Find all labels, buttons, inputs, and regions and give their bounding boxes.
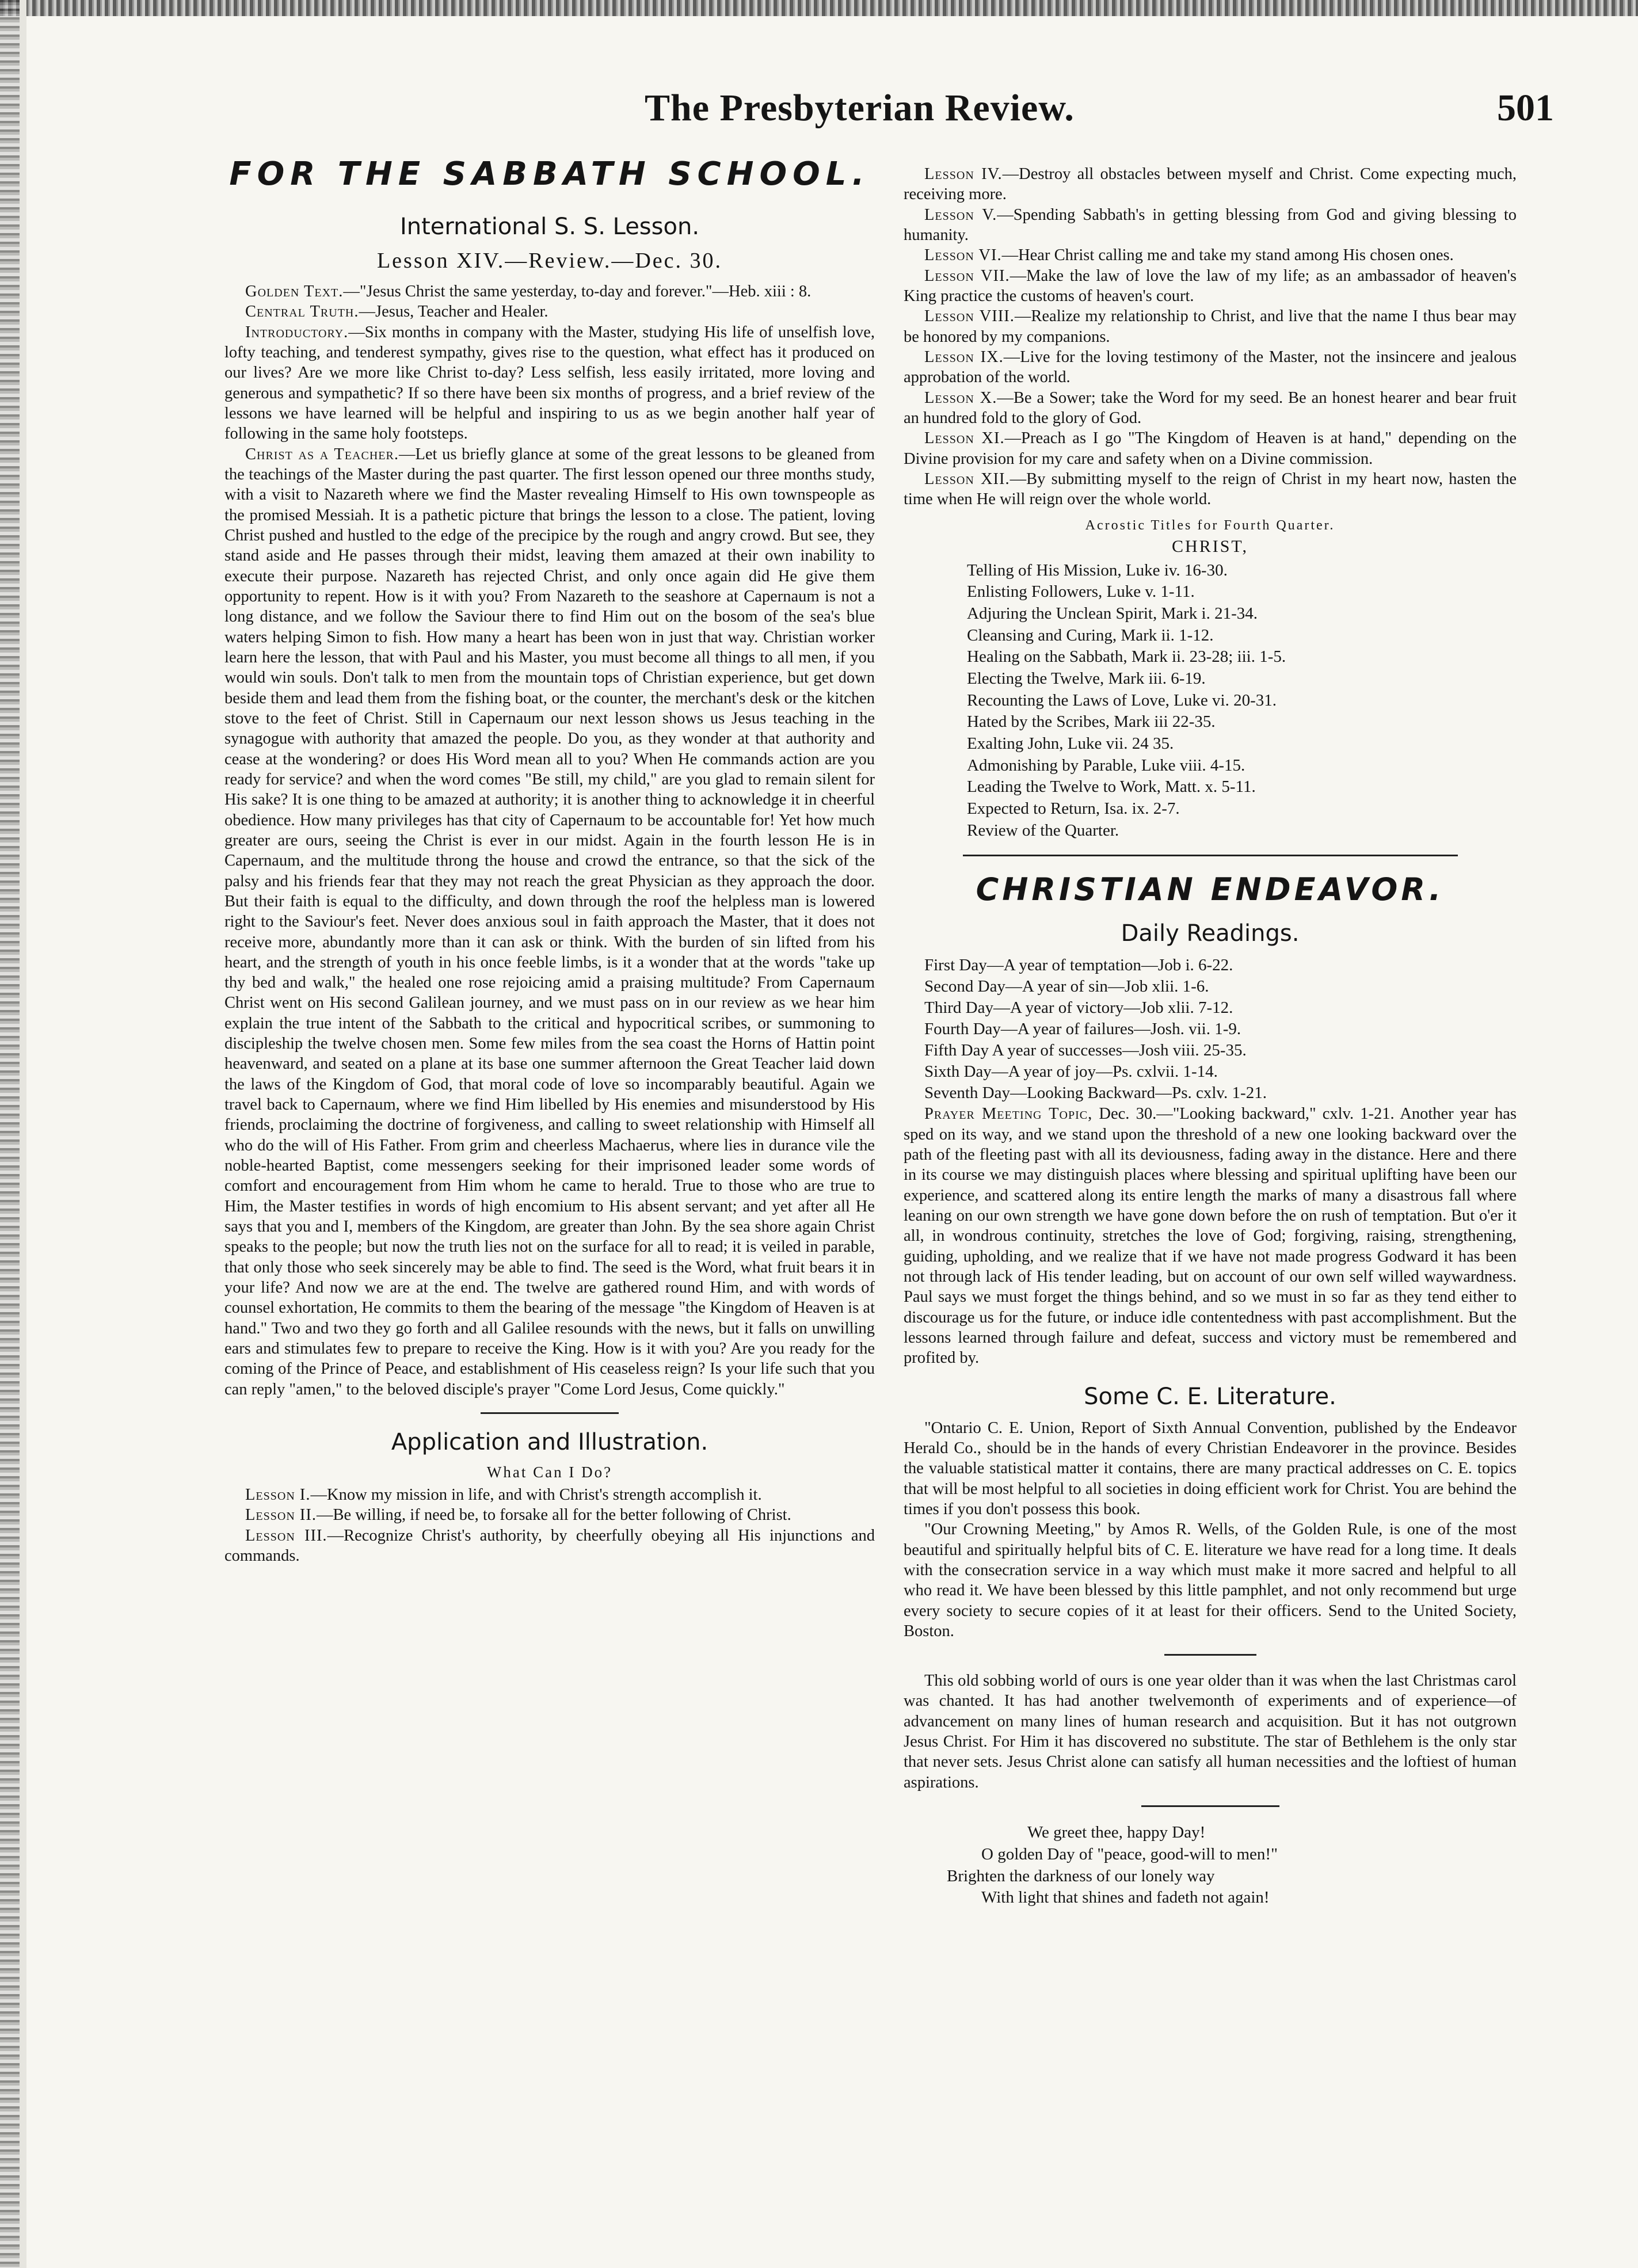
- central-truth: [224, 302, 875, 322]
- list-item: Leading the Twelve to Work, Matt. x. 5-11.: [967, 777, 1256, 796]
- divider: [1141, 1805, 1279, 1807]
- list-item: Cleansing and Curing, Mark ii. 1-12.: [967, 626, 1214, 645]
- publication-title: The Presbyterian Review.: [645, 87, 1075, 129]
- lesson-label: Lesson IV.: [924, 165, 1003, 183]
- lesson-item: [904, 266, 1517, 307]
- lesson-item: [904, 306, 1517, 347]
- literature-heading: Some C. E. Literature.: [1084, 1383, 1336, 1410]
- lesson-item: [224, 1505, 875, 1525]
- list-item: Review of the Quarter.: [967, 821, 1119, 840]
- list-item: Exalting John, Luke vii. 24 35.: [967, 734, 1174, 753]
- prayer-meeting-paragraph: [904, 1104, 1517, 1368]
- lesson-item: [224, 1526, 875, 1566]
- lessons-list-right: [904, 164, 1517, 510]
- sabbath-school-banner: FOR THE SABBATH SCHOOL.: [229, 155, 870, 193]
- list-item: Healing on the Sabbath, Mark ii. 23-28; iii. 1-5.: [967, 647, 1286, 666]
- literature-paragraph: "Ontario C. E. Union, Report of Sixth Annual Convention, published by the Endeavor Herald Co., should be in the hands of every Christian Endeavorer in the province. Besides the valuable statistical matter it contains, there are many practical addresses on C. E. topics that will be most helpful to all societies in doing efficient work for Christ. You are behind the times if you don't possess this book.: [904, 1419, 1517, 1518]
- list-item: Fifth Day A year of successes—Josh viii. 25-35.: [924, 1040, 1247, 1059]
- golden-text-label: Golden Text.: [245, 283, 344, 300]
- divider: [481, 1412, 619, 1414]
- list-item: Expected to Return, Isa. ix. 2-7.: [967, 799, 1180, 818]
- lesson-text: —Be a Sower; take the Word for my seed. Be an honest hearer and bear fruit an hundred fold to the glory of God.: [904, 388, 1517, 427]
- acrostic-title: Acrostic Titles for Fourth Quarter.: [1085, 517, 1335, 533]
- list-item: First Day—A year of temptation—Job i. 6-22.: [924, 955, 1233, 974]
- left-column: [224, 155, 875, 2193]
- lesson-item: [904, 347, 1517, 388]
- poem-line: Brighten the darkness of our lonely way: [947, 1866, 1215, 1885]
- lesson-label: Lesson X.: [924, 388, 997, 407]
- lesson-text: —Know my mission in life, and with Christ's strength accomplish it.: [310, 1486, 762, 1504]
- lessons-list-left: [224, 1485, 875, 1566]
- lesson-label: Lesson V.: [924, 205, 997, 224]
- closing-paragraph: This old sobbing world of ours is one year older than it was when the last Christmas carol was chanted. It has had another twelvemonth of experiments and of experience—of advancement on many lines of human research and acquisition. But it has not outgrown Jesus Christ. For Him it has discovered no substitute. The star of Bethlehem is the only star that never sets. Jesus Christ alone can satisfy all human necessities and the loftiest of human aspirations.: [904, 1672, 1517, 1791]
- lesson-label: Lesson VI.: [924, 246, 1002, 265]
- christian-endeavor-banner: CHRISTIAN ENDEAVOR.: [976, 871, 1445, 908]
- list-item: Adjuring the Unclean Spirit, Mark i. 21-34.: [967, 604, 1258, 623]
- list-item: Telling of His Mission, Luke iv. 16-30.: [967, 561, 1228, 580]
- central-truth-label: Central Truth.: [245, 303, 359, 321]
- poem-line: We greet thee, happy Day!: [1027, 1823, 1206, 1842]
- teacher-paragraph: [224, 444, 875, 1400]
- list-item: Seventh Day—Looking Backward—Ps. cxlv. 1-21.: [924, 1084, 1267, 1103]
- lesson-text: —Spending Sabbath's in getting blessing from God and giving blessing to humanity.: [904, 205, 1517, 244]
- introductory-label: Introductory.: [245, 323, 349, 341]
- lesson-text: —Be willing, if need be, to forsake all for the better following of Christ.: [317, 1506, 791, 1524]
- golden-text-body: —"Jesus Christ the same yesterday, to-day and forever."—Heb. xiii : 8.: [343, 283, 812, 300]
- list-item: Admonishing by Parable, Luke viii. 4-15.: [967, 756, 1245, 775]
- lesson-label: Lesson II.: [245, 1506, 317, 1524]
- lesson-text: —Preach as I go "The Kingdom of Heaven is at hand," depending on the Divine provision for my care and safety when on a Divine commission.: [904, 429, 1517, 468]
- scan-edge-top: [0, 0, 1638, 16]
- application-subheading: What Can I Do?: [486, 1463, 613, 1481]
- lesson-text: —By submitting myself to the reign of Christ in my heart now, hasten the time when He will reign over the whole world.: [904, 470, 1517, 509]
- prayer-meeting-label: Prayer Meeting Topic,: [924, 1105, 1093, 1123]
- lesson-item: [904, 388, 1517, 429]
- lesson-text: —Live for the loving testimony of the Master, not the insincere and jealous approbation of the world.: [904, 348, 1517, 387]
- lesson-item: [904, 245, 1517, 265]
- lesson-label: Lesson VIII.: [924, 307, 1015, 326]
- poem: [904, 1822, 1517, 1909]
- lesson-label: Lesson VII.: [924, 266, 1010, 285]
- list-item: Electing the Twelve, Mark iii. 6-19.: [967, 669, 1206, 688]
- divider: [963, 855, 1458, 856]
- list-item: Hated by the Scribes, Mark iii 22-35.: [967, 712, 1216, 731]
- page-header: [645, 86, 1554, 150]
- lesson-item: [224, 1485, 875, 1505]
- lesson-text: —Realize my relationship to Christ, and live that the name I thus bear may be honored by my companions.: [904, 307, 1517, 346]
- lesson-label: Lesson IX.: [924, 348, 1004, 366]
- list-item: Third Day—A year of victory—Job xlii. 7-12.: [924, 998, 1233, 1017]
- introductory-paragraph: [224, 322, 875, 444]
- literature-paragraph: "Our Crowning Meeting," by Amos R. Wells, of the Golden Rule, is one of the most beautiful and spiritually helpful bits of C. E. literature we have read for a long time. It deals with the consecration service in a way which must make it more sacred and helpful to all who read it. We have been blessed by this little pamphlet, and not only recommend but urge every society to secure copies of it at least for their officers. Send to the United Society, Boston.: [904, 1520, 1517, 1640]
- poem-line: O golden Day of "peace, good-will to men!": [981, 1844, 1278, 1863]
- acrostic-list: [967, 560, 1517, 842]
- list-item: Sixth Day—A year of joy—Ps. cxlvii. 1-14.: [924, 1062, 1218, 1081]
- lesson-label: Lesson XII.: [924, 470, 1010, 488]
- page-number: 501: [1497, 87, 1554, 129]
- right-column: [904, 164, 1517, 2190]
- application-heading: Application and Illustration.: [391, 1429, 708, 1456]
- lesson-item: [904, 205, 1517, 246]
- lesson-text: —Hear Christ calling me and take my stand among His chosen ones.: [1001, 246, 1454, 265]
- list-item: Fourth Day—A year of failures—Josh. vii. 1-9.: [924, 1019, 1241, 1038]
- list-item: Enlisting Followers, Luke v. 1-11.: [967, 582, 1195, 601]
- acrostic-word: CHRIST,: [1172, 536, 1248, 556]
- lesson-heading: International S. S. Lesson.: [399, 214, 700, 240]
- lesson-item: [904, 164, 1517, 205]
- teacher-body: —Let us briefly glance at some of the great lessons to be gleaned from the teachings of the Master during the past quarter. The first lesson opened our three months study, with a visit to Nazareth where we find the Master revealing Himself to His own townspeople as the promised Messiah. It is a pathetic picture that brings the lesson to a close. The patient, loving Christ pushed and hustled to the edge of the precipice by the rough and angry crowd. But see, they stand aside and He passes through their midst, leaving them amazed at their own inability to execute their purpose. Nazareth has rejected Christ, and only once again did He give them opportunity to repent. How is it with you? From Nazareth to the seashore at Capernaum is not a long distance, and we follow the Saviour there to find Him out on the bosom of the sea's blue waters helping Simon to fish. How many a heart has been won in just that way. Christian worker learn here the lesson, that with Paul and his Master, you must become all things to all men, if you would win souls. Don't talk to men from the mountain tops of Christian experience, but get down beside them and lead them from the fishing boat, or the counter, the merchant's desk or the kitchen stove to the feet of Christ. Still in Capernaum our next lesson shows us Jesus teaching in the synagogue with authority that amazed the people. Do you, as they wonder at that authority and cease at the wondering? or does His Word mean all to you? When He commands action are you ready for service? and when the word comes "Be still, my child," are you glad to remain silent for His sake? It is one thing to be amazed at authority; it is another thing to acknowledge it in cheerful obedience. How many privileges has that city of Capernaum to be accountable for! Yet how much greater are ours, seeing the Christ is ever in our midst. Again in the fourth lesson He is in Capernaum, and the multitude throng the house and crowd the entrance, so that the sick of the palsy and his friends fear that they may not reach the great Physician as they approach the door. But their faith is equal to the difficulty, and down through the roof the helpless man is lowered right to the Saviour's feet. Never does anxious soul in faith approach the Master, that it does not receive more, abundantly more than it can ask or think. With the burden of sin lifted from his heart, and the strength of youth in his once feeble limbs, is it a wonder that at the words "take up thy bed and walk," the healed one rose rejoicing amid a praising multitude? From Capernaum Christ went on His second Galilean journey, and we must pass on in our review as we hear him explain the true intent of the Sabbath to the critical and hypocritical scribes, or summoning to discipleship the twelve chosen men. Some few miles from the sea coast the Horns of Hattin point heavenward, and seated on a plane at its base one summer afternoon the Great Teacher laid down the laws of the Kingdom of God, that moral code of love so incomparably beautiful. Again we travel back to Capernaum, where we find Him libelled by His enemies and misunderstood by His friends, proclaiming the doctrine of forgiveness, and calling to sweet relationship with Himself all who do the will of His Father. From grim and cheerless Machaerus, where lies in durance vile the noble-hearted Baptist, come messengers seeking for their imprisoned leader some words of comfort and encouragement from Him whom he came to herald. True to those who are true to Him, the Master testifies in words of high encomium to His absent servant; and yet after all He says that you and I, members of the Kingdom, are greater than John. By the sea shore again Christ speaks to the people; but now the truth lies not on the surface for all to read; it is veiled in parable, that only those who seek sincerely may be able to find. The seed is the Word, what fruit bears it in your life? And now we are at the end. The twelve are gathered round Him, and with words of counsel exhortation, He commits to them the bearing of the message "the Kingdom of Heaven is at hand." Two and two they go forth and all Galilee resounds with the news, but it falls on unwilling ears and stimulates few to prepare to receive the King. How is it with you? Are you ready for the coming of the Prince of Peace, and establishment of His ceaseless reign? Is your life such that you can reply "amen," to the beloved disciple's prayer "Come Lord Jesus, Come quickly.": [224, 445, 875, 1398]
- teacher-label: Christ as a Teacher.: [245, 445, 399, 463]
- poem-line: With light that shines and fadeth not again!: [981, 1888, 1270, 1907]
- lesson-title: Lesson XIV.—Review.—Dec. 30.: [376, 249, 723, 273]
- lesson-item: [904, 428, 1517, 469]
- lesson-item: [904, 469, 1517, 510]
- introductory-body: —Six months in company with the Master, studying His life of unselfish love, lofty teaching, and tenderest sympathy, gives rise to the question, what effect has it produced on our lives? Are we more like Christ to-day? Less selfish, less easily irritated, more loving and generous and sympathetic? If so there have been six months of progress, and a brief review of the lessons we have learned will be helpful and inspiring to us as we begin another half year of following in the same holy footsteps.: [224, 323, 875, 443]
- scan-edge-left: [0, 0, 20, 2268]
- divider: [1164, 1654, 1256, 1656]
- lesson-text: —Destroy all obstacles between myself and Christ. Come expecting much, receiving more.: [904, 165, 1517, 204]
- lesson-label: Lesson XI.: [924, 429, 1005, 448]
- golden-text: [224, 281, 875, 302]
- daily-readings-heading: Daily Readings.: [1121, 920, 1300, 947]
- lesson-label: Lesson III.: [245, 1526, 327, 1545]
- scan-margin-left: [20, 0, 26, 2268]
- list-item: Second Day—A year of sin—Job xlii. 1-6.: [924, 977, 1209, 996]
- central-truth-body: —Jesus, Teacher and Healer.: [359, 303, 548, 321]
- prayer-meeting-body: Dec. 30.—"Looking backward," cxlv. 1-21. Another year has sped on its way, and we stand upon the threshold of a new one looking backward over the path of the fleeting past with all its deviousness, fading away in the distance. Here and there in its course we may distinguish places where blessing and spiritual uplifting have been our experience, and scattered along its entire length the marks of many a disastrous fall where leaning on our own strength we have gone down before the on rush of temptation. But o'er it all, in wondrous continuity, stretches the love of God; forgiving, raising, strengthening, guiding, upholding, and we realize that if we have not made progress Godward it has been not through lack of His tender leading, but on account of our own self willed waywardness. Paul says we must forget the things behind, and so we must in so far as they tend either to discourage us for the future, or induce idle contentedness with past accomplishment. But the lessons learned through failure and defeat, success and victory must be remembered and profited by.: [904, 1105, 1517, 1367]
- list-item: Recounting the Laws of Love, Luke vi. 20-31.: [967, 691, 1277, 710]
- lesson-text: —Recognize Christ's authority, by cheerfully obeying all His injunctions and commands.: [224, 1526, 875, 1565]
- lesson-label: Lesson I.: [245, 1486, 311, 1504]
- daily-readings-list: [924, 955, 1517, 1104]
- lesson-text: —Make the law of love the law of my life; as an ambassador of heaven's King practice the customs of heaven's court.: [904, 266, 1517, 305]
